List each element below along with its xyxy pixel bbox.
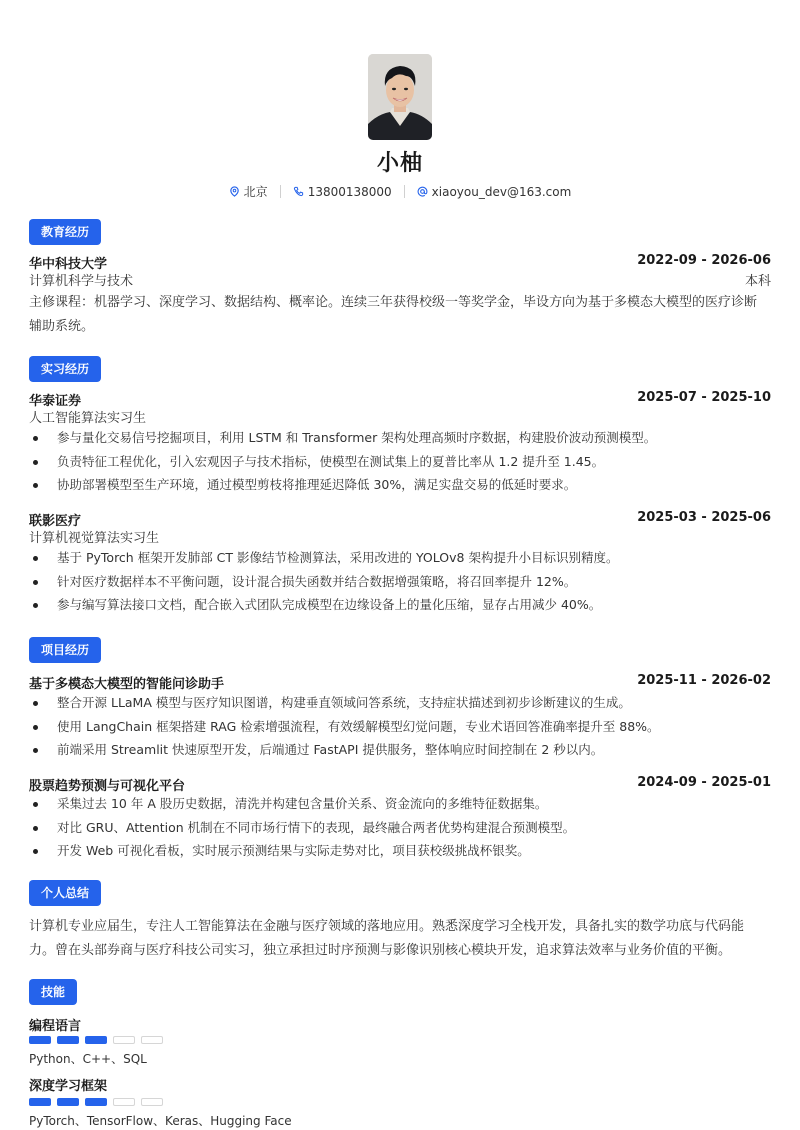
company-name: 联影医疗 [29,514,82,529]
role: 人工智能算法实习生 [29,411,147,426]
major: 计算机科学与技术 [29,274,134,289]
skill-detail: Python、C++、SQL [29,1052,147,1066]
section-header-projects: 项目经历 [29,637,101,663]
level-segment-empty [113,1036,135,1044]
summary-text [29,915,771,963]
list-item: 针对医疗数据样本不平衡问题，设计混合损失函数并结合数据增强策略，将召回率提升 12%。 [29,570,771,594]
list-item: 协助部署模型至生产环境，通过模型剪枝将推理延迟降低 30%，满足实盘交易的低延时要求。 [29,473,771,497]
divider [404,185,405,198]
education-description-line: 主修课程：机器学习、深度学习、数据结构、概率论。连续三年获得校级一等奖学金，毕设方向为基于多模态大模型的医疗诊断 [29,295,758,310]
education-dates: 2022-09 - 2026-06 [637,253,771,268]
list-item: 采集过去 10 年 A 股历史数据，清洗并构建包含量价关系、资金流向的多维特征数据集。 [29,792,771,816]
section-header-internships: 实习经历 [29,356,101,382]
divider [280,185,281,198]
list-item: 负责特征工程优化，引入宏观因子与技术指标，使模型在测试集上的夏普比率从 1.2 提升至 1.45。 [29,450,771,474]
list-item: 基于 PyTorch 框架开发肺部 CT 影像结节检测算法，采用改进的 YOLOv8 架构提升小目标识别精度。 [29,546,771,570]
phone-icon [293,186,304,197]
project-dates: 2025-11 - 2026-02 [637,673,771,688]
skill-level-bar [29,1098,163,1106]
level-segment-filled [29,1036,51,1044]
education-description [29,291,771,339]
list-item: 前端采用 Streamlit 快速原型开发，后端通过 FastAPI 提供服务，整体响应时间控制在 2 秒以内。 [29,738,771,762]
skill-detail: PyTorch、TensorFlow、Keras、Hugging Face [29,1114,292,1128]
project-bullets [29,691,771,762]
education-subrow [29,270,771,289]
list-item: 参与编写算法接口文档，配合嵌入式团队完成模型在边缘设备上的量化压缩，显存占用减少 40%。 [29,593,771,617]
section-header-skills: 技能 [29,979,77,1005]
summary-line: 计算机专业应届生，专注人工智能算法在金融与医疗领域的落地应用。熟悉深度学习全栈开发，具备扎实的数学功底与代码能 [29,919,745,934]
contact-bar [0,183,800,200]
role: 计算机视觉算法实习生 [29,531,160,546]
avatar [368,54,432,140]
internship-bullets [29,426,771,497]
level-segment-filled [85,1036,107,1044]
level-segment-filled [85,1098,107,1106]
internship-dates: 2025-07 - 2025-10 [637,390,771,405]
section-header-education: 教育经历 [29,219,101,245]
location-text: 北京 [243,185,268,199]
skill-category: 深度学习框架 [29,1079,108,1094]
internship-role-row [29,407,771,426]
at-sign-icon [417,186,428,197]
contact-email[interactable] [417,185,572,199]
company-name: 华泰证券 [29,394,82,409]
list-item: 参与量化交易信号挖掘项目，利用 LSTM 和 Transformer 架构处理高频时序数据，构建股价波动预测模型。 [29,426,771,450]
list-item: 开发 Web 可视化看板，实时展示预测结果与实际走势对比，项目获校级挑战杯银奖。 [29,839,771,863]
list-item: 对比 GRU、Attention 机制在不同市场行情下的表现，最终融合两者优势构建混合预测模型。 [29,816,771,840]
skill-category: 编程语言 [29,1019,82,1034]
project-item [29,673,771,692]
internship-bullets [29,546,771,617]
internship-dates: 2025-03 - 2025-06 [637,510,771,525]
skill-level-bar [29,1036,163,1044]
level-segment-empty [113,1098,135,1106]
education-description-line: 辅助系统。 [29,319,95,334]
level-segment-filled [57,1036,79,1044]
degree: 本科 [744,274,771,289]
summary-line: 力。曾在头部券商与医疗科技公司实习，独立承担过时序预测与影像识别核心模块开发，追求算法效率与业务价值的平衡。 [29,943,732,958]
contact-phone[interactable] [293,185,392,199]
project-name: 股票趋势预测与可视化平台 [29,779,186,794]
project-dates: 2024-09 - 2025-01 [637,775,771,790]
candidate-name: 小柚 [376,151,423,176]
contact-location [229,183,268,200]
location-pin-icon [229,186,240,197]
section-header-summary: 个人总结 [29,880,101,906]
profile-photo-icon [368,54,432,140]
level-segment-empty [141,1036,163,1044]
phone-text: 13800138000 [307,184,392,199]
level-segment-filled [29,1098,51,1106]
internship-role-row [29,527,771,546]
project-bullets [29,792,771,863]
list-item: 整合开源 LLaMA 模型与医疗知识图谱，构建垂直领域问答系统，支持症状描述到初步诊断建议的生成。 [29,691,771,715]
level-segment-filled [57,1098,79,1106]
project-name: 基于多模态大模型的智能问诊助手 [29,677,225,692]
level-segment-empty [141,1098,163,1106]
list-item: 使用 LangChain 框架搭建 RAG 检索增强流程，有效缓解模型幻觉问题，专业术语回答准确率提升至 88%。 [29,715,771,739]
email-text: xiaoyou_dev@163.com [431,184,572,199]
school-name: 华中科技大学 [29,257,108,272]
